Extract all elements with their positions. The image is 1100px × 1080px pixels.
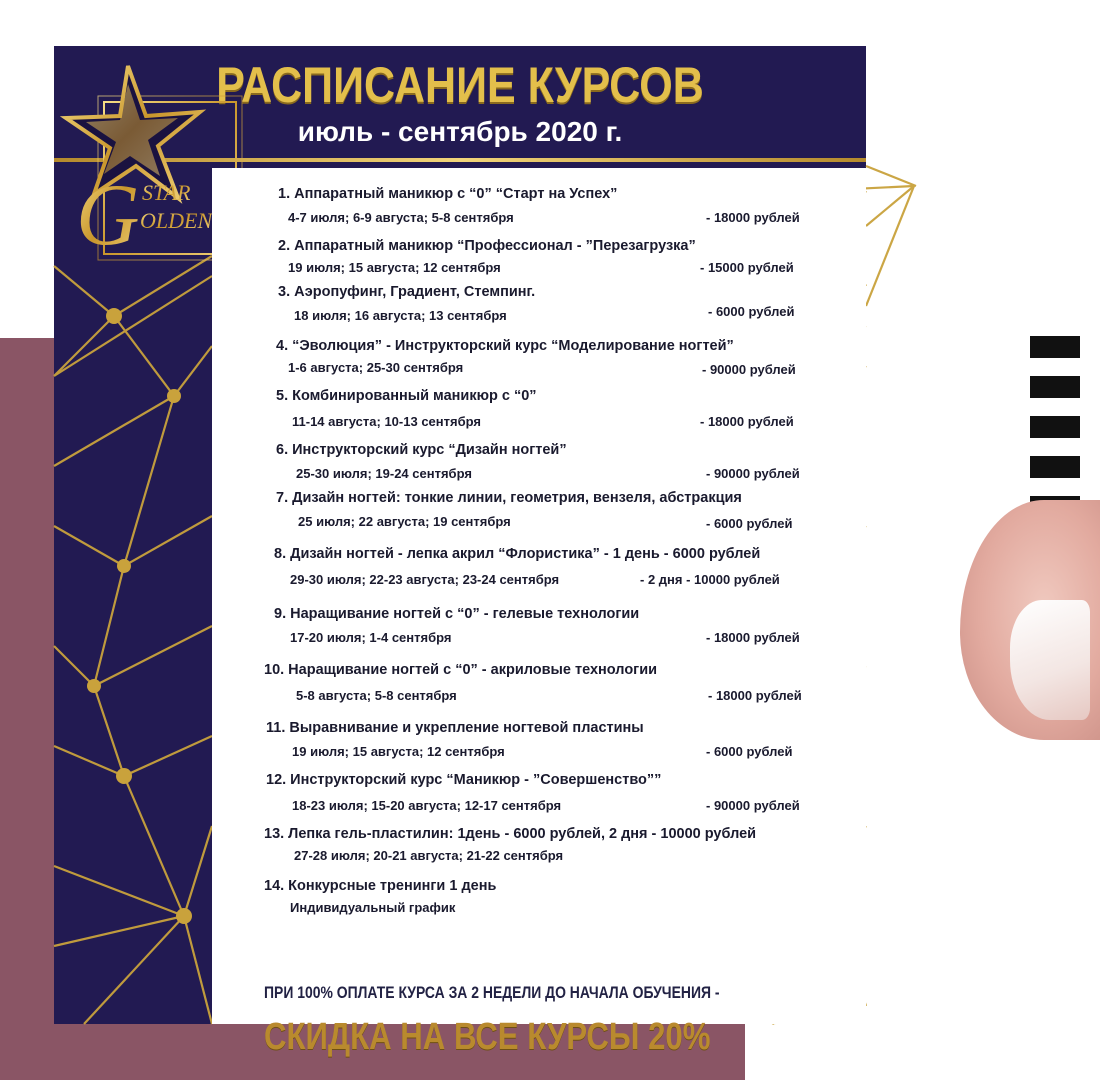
nail-photo	[1010, 600, 1090, 720]
course-title: 7. Дизайн ногтей: тонкие линии, геометрия, вензеля, абстракция	[276, 490, 742, 506]
course-title: 9. Наращивание ногтей с “0” - гелевые технологии	[274, 606, 640, 622]
schedule-panel	[212, 168, 866, 1058]
course-title: 12. Инструкторский курс “Маникюр - ”Совершенство””	[266, 772, 662, 788]
course-price: - 6000 рублей	[706, 516, 793, 531]
course-price: - 18000 рублей	[706, 630, 800, 645]
course-dates: 1-6 августа; 25-30 сентября	[288, 360, 464, 375]
course-dates: 4-7 июля; 6-9 августа; 5-8 сентября	[288, 210, 514, 225]
course-title: 6. Инструкторский курс “Дизайн ногтей”	[276, 442, 567, 458]
course-title: 3. Аэропуфинг, Градиент, Стемпинг.	[278, 284, 536, 300]
course-price: - 15000 рублей	[700, 260, 794, 275]
course-title: 5. Комбинированный маникюр с “0”	[276, 388, 537, 404]
course-title: 14. Конкурсные тренинги 1 день	[264, 878, 497, 894]
logo-letter-g: G	[76, 167, 140, 264]
course-price: - 18000 рублей	[700, 414, 794, 429]
payment-note: ПРИ 100% ОПЛАТЕ КУРСА ЗА 2 НЕДЕЛИ ДО НАЧАЛА ОБУЧЕНИЯ -	[264, 983, 720, 1002]
course-dates: 25 июля; 22 августа; 19 сентября	[298, 514, 511, 529]
page-title: РАСПИСАНИЕ КУРСОВ	[216, 57, 704, 113]
course-title: 2. Аппаратный маникюр “Профессионал - ”Перезагрузка”	[278, 238, 696, 254]
course-price: - 90000 рублей	[702, 362, 796, 377]
course-dates: 25-30 июля; 19-24 сентября	[296, 466, 472, 481]
logo-word-golden: OLDEN	[140, 208, 213, 233]
course-title: 10. Наращивание ногтей с “0” - акриловые технологии	[264, 662, 658, 678]
course-dates: 5-8 августа; 5-8 сентября	[296, 688, 457, 703]
discount-banner: СКИДКА НА ВСЕ КУРСЫ 20%	[264, 1016, 711, 1058]
course-list	[212, 168, 866, 1024]
course-dates: 18-23 июля; 15-20 августа; 12-17 сентября	[292, 798, 562, 813]
course-dates: 18 июля; 16 августа; 13 сентября	[294, 308, 507, 323]
course-price: - 90000 рублей	[706, 798, 800, 813]
course-dates: 19 июля; 15 августа; 12 сентября	[288, 260, 501, 275]
course-price: - 18000 рублей	[708, 688, 802, 703]
course-price: - 6000 рублей	[708, 304, 795, 319]
course-price: - 18000 рублей	[706, 210, 800, 225]
course-dates: 19 июля; 15 августа; 12 сентября	[292, 744, 505, 759]
course-price: - 90000 рублей	[706, 466, 800, 481]
course-price: - 6000 рублей	[706, 744, 793, 759]
course-dates: 27-28 июля; 20-21 августа; 21-22 сентября	[294, 848, 564, 863]
logo-word-star: STAR	[142, 180, 191, 205]
course-dates: 17-20 июля; 1-4 сентября	[290, 630, 452, 645]
course-title: 13. Лепка гель-пластилин: 1день - 6000 рублей, 2 дня - 10000 рублей	[264, 826, 757, 842]
page-subtitle: июль - сентябрь 2020 г.	[297, 116, 623, 147]
course-title: 11. Выравнивание и укрепление ногтевой пластины	[266, 720, 644, 736]
course-dates: 29-30 июля; 22-23 августа; 23-24 сентября	[290, 572, 560, 587]
course-title: 8. Дизайн ногтей - лепка акрил “Флористика” - 1 день - 6000 рублей	[274, 546, 761, 562]
course-dates: Индивидуальный график	[290, 900, 456, 915]
course-title: 4. “Эволюция” - Инструкторский курс “Моделирование ногтей”	[276, 338, 734, 354]
course-dates: 11-14 августа; 10-13 сентября	[292, 414, 481, 429]
schedule-poster	[54, 46, 866, 1058]
course-title: 1. Аппаратный маникюр с “0” “Старт на Успех”	[278, 186, 618, 202]
course-price: - 2 дня - 10000 рублей	[640, 572, 780, 587]
